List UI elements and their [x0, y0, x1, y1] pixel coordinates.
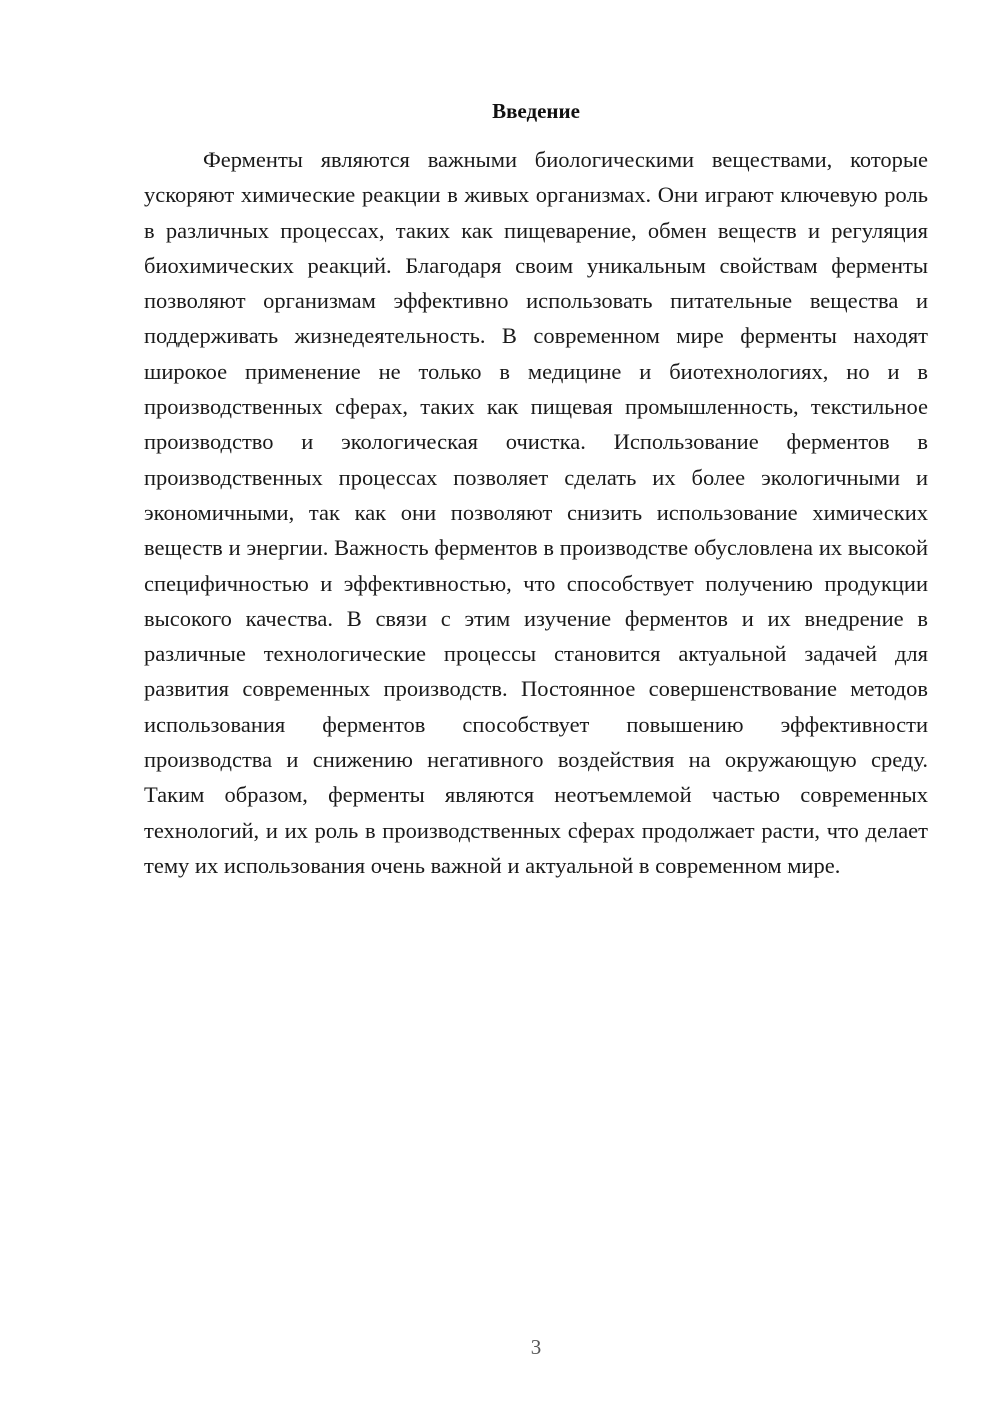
body-paragraph: Ферменты являются важными биологическими веществами, которые ускоряют химические реакции в живых организмах. Они играют ключевую роль в различных процессах, таких как пищеварение, обмен веществ и регуляция биохимических реакций. Благодаря своим уникальным свойствам ферменты позволяют организмам эффективно использовать питательные вещества и поддерживать жизнедеятельность. В современном мире ферменты находят широкое применение не только в медицине и биотехнологиях, но и в производственных сферах, таких как пищевая промышленность, текстильное производство и экологическая очистка. Использование ферментов в производственных процессах позволяет сделать их более экологичными и экономичными, так как они позволяют снизить использование химических веществ и энергии. Важность ферментов в производстве обусловлена их высокой специфичностью и эффективностью, что способствует получению продукции высокого качества. В связи с этим изучение ферментов и их внедрение в различные технологические процессы становится актуальной задачей для развития современных производств. Постоянное совершенствование методов использования ферментов способствует повышению эффективности производства и снижению негативного воздействия на окружающую среду. Таким образом, ферменты являются неотъемлемой частью современных технологий, и их роль в производственных сферах продолжает расти, что делает тему их использования очень важной и актуальной в современном мире.	[144, 147, 928, 878]
page-number: 3	[530, 1335, 542, 1359]
section-heading: Введение	[492, 99, 580, 123]
